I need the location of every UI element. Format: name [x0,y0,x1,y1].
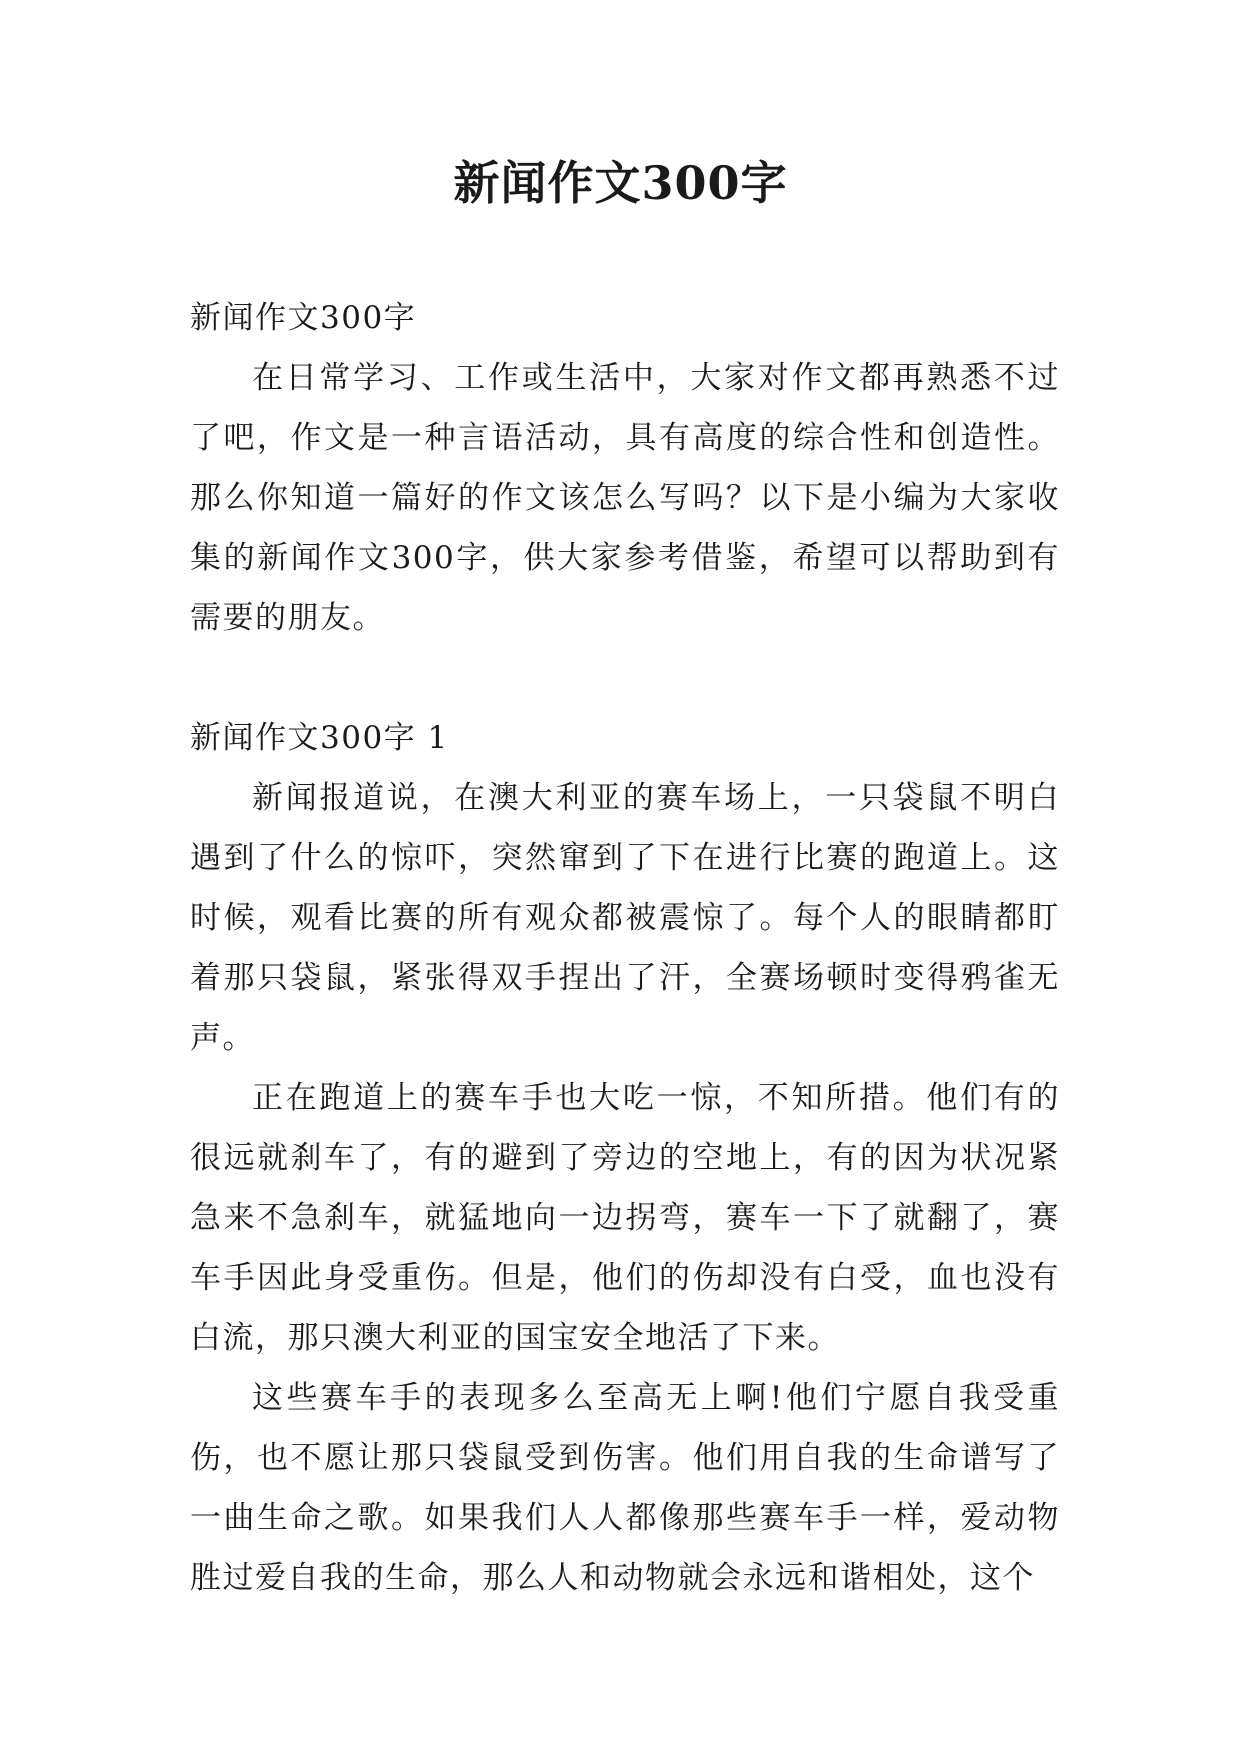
document-body [190,288,1060,1608]
body-paragraph: 正在跑道上的赛车手也大吃一惊，不知所措。他们有的很远就刹车了，有的避到了旁边的空地上，有的因为状况紧急来不急刹车，就猛地向一边拐弯，赛车一下了就翻了，赛车手因此身受重伤。但是，他们的伤却没有白受，血也没有白流，那只澳大利亚的国宝安全地活了下来。 [190,1080,1060,1356]
section-spacer [190,648,1060,708]
document-title: 新闻作文300字 [453,156,788,210]
body-paragraph: 新闻报道说，在澳大利亚的赛车场上，一只袋鼠不明白遇到了什么的惊吓，突然窜到了下在进行比赛的跑道上。这时候，观看比赛的所有观众都被震惊了。每个人的眼睛都盯着那只袋鼠，紧张得双手捏出了汗，全赛场顿时变得鸦雀无声。 [190,780,1060,1056]
intro-heading: 新闻作文300字 [190,300,417,336]
section-heading: 新闻作文300字 1 [190,720,449,756]
body-paragraph: 这些赛车手的表现多么至高无上啊!他们宁愿自我受重伤，也不愿让那只袋鼠受到伤害。他们用自我的生命谱写了一曲生命之歌。如果我们人人都像那些赛车手一样，爱动物胜过爱自我的生命，那么人和动物就会永远和谐相处，这个 [190,1380,1060,1596]
intro-paragraph: 在日常学习、工作或生活中，大家对作文都再熟悉不过了吧，作文是一种言语活动，具有高度的综合性和创造性。那么你知道一篇好的作文该怎么写吗？以下是小编为大家收集的新闻作文300字，供大家参考借鉴，希望可以帮助到有需要的朋友。 [190,360,1060,636]
